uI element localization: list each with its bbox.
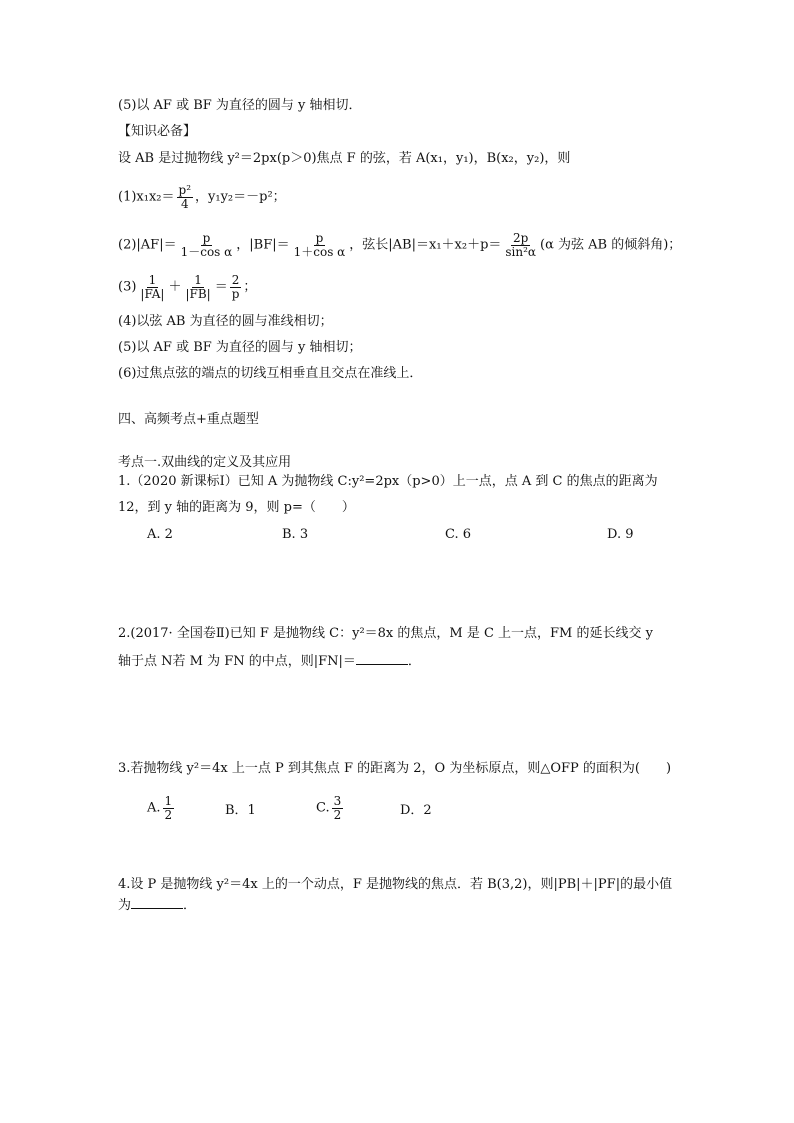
numerator: p — [202, 231, 211, 245]
q1-option-c: C. 6 — [445, 527, 472, 542]
q1-option-b: B. 3 — [282, 527, 309, 542]
formula-2-part1: (2)|AF|＝ — [118, 237, 177, 253]
option-label: A. — [147, 800, 161, 816]
fraction — [332, 795, 344, 821]
formula-3-part1: (3) — [118, 279, 137, 295]
q2-end: ． — [407, 654, 421, 669]
q2-line-2 — [118, 651, 421, 671]
numerator: p — [315, 231, 324, 245]
topic-heading: 考点一.双曲线的定义及其应用 — [118, 455, 292, 470]
section-heading: 四、高频考点+重点题型 — [118, 412, 259, 427]
formula-4: (4)以弦 AB 为直径的圆与准线相切； — [118, 314, 333, 329]
q2-text: 轴于点 N若 M 为 FN 的中点，则|FN|＝ — [118, 654, 356, 669]
fraction — [179, 232, 235, 258]
q4-line-2 — [118, 895, 196, 915]
knowledge-heading: 【知识必备】 — [118, 124, 197, 139]
denominator: 2 — [164, 807, 173, 822]
denominator: 1＋cos α — [293, 244, 346, 259]
denominator: 2 — [333, 807, 342, 822]
formula-3-part4: ； — [243, 279, 257, 295]
fraction — [292, 232, 348, 258]
formula-1-prefix: (1)x₁x₂＝ — [118, 189, 175, 205]
numerator: 1 — [148, 273, 157, 287]
q1-option-a: A. 2 — [147, 527, 173, 542]
fraction — [503, 232, 538, 258]
property-5-line: (5)以 AF 或 BF 为直径的圆与 y 轴相切． — [118, 98, 362, 113]
formula-3 — [118, 274, 256, 300]
fraction — [183, 274, 212, 300]
formula-3-part3: ＝ — [214, 279, 228, 295]
q4-text: 为 — [118, 898, 132, 913]
q3-option-b: B．1 — [225, 803, 256, 818]
answer-blank — [356, 651, 408, 665]
q4-end: ． — [183, 898, 197, 913]
fraction — [138, 274, 166, 300]
q1-line-2: 12，到 y 轴的距离为 9，则 p=（ ） — [118, 500, 355, 515]
denominator: |FB| — [185, 286, 211, 301]
denominator: 4 — [180, 196, 189, 211]
q1-line-1: 1.（2020 新课标Ⅰ）已知 A 为抛物线 C:y²=2px（p>0）上一点，点 A 到 C 的焦点的距离为 — [118, 474, 658, 489]
numerator: 2 — [231, 273, 240, 287]
answer-blank — [131, 895, 183, 909]
formula-3-part2: ＋ — [168, 279, 182, 295]
fraction — [230, 274, 242, 300]
denominator: p — [231, 286, 240, 301]
formula-2 — [118, 232, 681, 258]
q2-line-1: 2.(2017· 全国卷Ⅱ)已知 F 是抛物线 C：y²＝8x 的焦点，M 是 C 上一点，FM 的延长线交 y — [118, 626, 653, 641]
fraction — [177, 184, 194, 210]
q3-option-a — [147, 795, 176, 821]
denominator: 1－cos α — [180, 244, 233, 259]
setup-line: 设 AB 是过抛物线 y²＝2px(p＞0)焦点 F 的弦，若 A(x₁，y₁)，B(x₂，y₂)，则 — [118, 151, 571, 166]
q4-line-1: 4.设 P 是抛物线 y²＝4x 上的一个动点，F 是抛物线的焦点．若 B(3,2)，则|PB|＋|PF|的最小值 — [118, 877, 673, 892]
option-label: C. — [316, 800, 330, 816]
numerator: 1 — [164, 794, 173, 808]
q3-option-c — [316, 795, 345, 821]
numerator: 3 — [333, 794, 342, 808]
numerator: p² — [178, 183, 192, 197]
q3-line-1: 3.若抛物线 y²＝4x 上一点 P 到其焦点 F 的距离为 2，O 为坐标原点，则△OFP 的面积为( ) — [118, 761, 672, 776]
numerator: 2p — [513, 231, 529, 245]
denominator: sin²α — [505, 244, 537, 259]
denominator: |FA| — [140, 286, 165, 301]
formula-2-part4: (α 为弦 AB 的倾斜角)； — [540, 237, 682, 253]
formula-5: (5)以 AF 或 BF 为直径的圆与 y 轴相切； — [118, 340, 362, 355]
fraction — [163, 795, 175, 821]
formula-2-part3: ，弦长|AB|＝x₁＋x₂＋p＝ — [349, 237, 502, 253]
formula-1-suffix: ，y₁y₂＝－p²； — [195, 189, 286, 205]
q3-option-d: D．2 — [400, 803, 432, 818]
formula-1 — [118, 184, 286, 210]
formula-6: (6)过焦点弦的端点的切线互相垂直且交点在准线上． — [118, 366, 423, 381]
q1-option-d: D. 9 — [607, 527, 634, 542]
numerator: 1 — [194, 273, 202, 287]
formula-2-part2: ，|BF|＝ — [236, 237, 290, 253]
